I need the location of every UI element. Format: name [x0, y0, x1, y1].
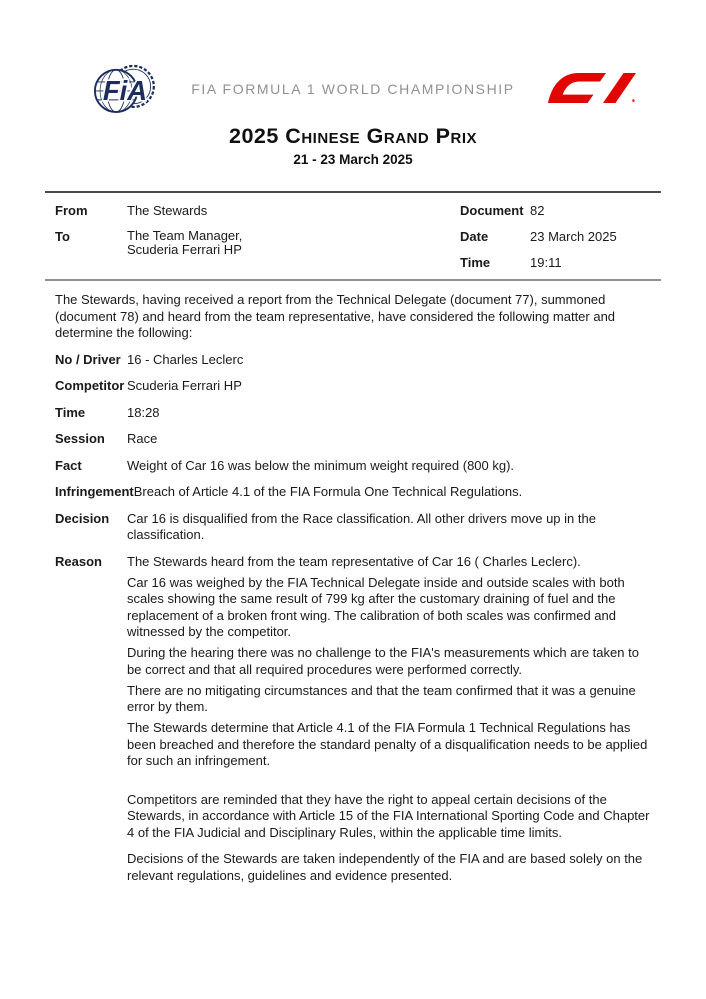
- reason-paragraph-5: The Stewards determine that Article 4.1 of the FIA Formula 1 Technical Regulations has been breached and therefore the standard penalty of a disqualification needs to be applied for such an infringement.: [127, 720, 648, 768]
- reason-paragraph-3: During the hearing there was no challenge to the FIA's measurements which are taken to be correct and that all required procedures were performed correctly.: [127, 645, 639, 677]
- date-label: Date: [460, 229, 489, 244]
- reason-paragraph-4: There are no mitigating circumstances and that the team confirmed that it was a genuine error by them.: [127, 682, 636, 714]
- intro-paragraph: The Stewards, having received a report from the Technical Delegate (document 77), summoned (document 78) and heard from the team representative, have considered the following matter and determine the following:: [55, 292, 616, 340]
- field-row-competitor: [55, 378, 650, 395]
- reason-paragraph-2: Car 16 was weighed by the FIA Technical Delegate inside and outside scales with both scales showing the same result of 799 kg after the customary draining of fuel and the replacement of a broken front wing. The calibration of both scales was confirmed and witnessed by the competitor.: [127, 574, 625, 639]
- from-label: From: [55, 203, 88, 218]
- meta-row-time: [460, 255, 661, 271]
- reason-label: Reason: [55, 553, 102, 569]
- decision-value: Car 16 is disqualified from the Race classification. All other drivers move up in the classification.: [127, 510, 596, 542]
- meta-table: [45, 191, 661, 281]
- time-field-value: 18:28: [127, 404, 160, 420]
- meta-row-date: [460, 229, 661, 245]
- field-row-session: [55, 431, 650, 448]
- to-value-line2: Scuderia Ferrari HP: [127, 242, 242, 257]
- event-title: 2025 Chinese Grand Prix: [228, 124, 478, 148]
- to-value: [127, 229, 242, 257]
- field-row-time: [55, 405, 650, 422]
- f1-logo-icon: [548, 73, 636, 103]
- closing-paragraphs: [127, 792, 650, 885]
- field-row-fact: [55, 458, 650, 475]
- session-label: Session: [55, 431, 105, 446]
- field-row-no-driver: [55, 352, 650, 369]
- meta-right-column: [460, 203, 661, 271]
- meta-left-column: [55, 203, 460, 271]
- field-row-decision: [55, 511, 650, 544]
- fact-label: Fact: [55, 457, 82, 473]
- from-value: The Stewards: [127, 203, 208, 218]
- reason-paragraph-1: The Stewards heard from the team representative of Car 16 ( Charles Leclerc).: [127, 553, 581, 569]
- independence-paragraph: Decisions of the Stewards are taken independently of the FIA and are based solely on the relevant regulations, guidelines and evidence presented.: [127, 851, 643, 883]
- no-driver-label: No / Driver: [55, 351, 121, 367]
- fact-value: Weight of Car 16 was below the minimum weight required (800 kg).: [127, 457, 515, 473]
- document-value: 82: [530, 203, 545, 218]
- appeal-rights-paragraph: Competitors are reminded that they have the right to appeal certain decisions of the Stewards, in accordance with Article 15 of the FIA International Sporting Code and Chapter 4 of the FIA Judicial and Disciplinary Rules, within the applicable time limits.: [127, 791, 650, 840]
- time-value: 19:11: [530, 255, 562, 270]
- to-value-line1: The Team Manager,: [127, 228, 243, 243]
- decision-label: Decision: [55, 510, 110, 526]
- document-label: Document: [460, 203, 524, 218]
- championship-line: FIA FORMULA 1 WORLD CHAMPIONSHIP: [191, 81, 515, 97]
- meta-row-document: [460, 203, 661, 219]
- fia-logo-text: FiA: [102, 74, 148, 106]
- to-label: To: [55, 229, 70, 244]
- meta-row-from: [55, 203, 460, 219]
- infringement-value: Breach of Article 4.1 of the FIA Formula One Technical Regulations.: [133, 484, 523, 499]
- competitor-value: Scuderia Ferrari HP: [127, 378, 242, 393]
- time-field-label: Time: [55, 404, 86, 420]
- meta-row-to: [55, 229, 460, 257]
- date-value: 23 March 2025: [530, 229, 617, 244]
- no-driver-value: 16 - Charles Leclerc: [127, 351, 244, 367]
- reason-value: [127, 554, 650, 770]
- competitor-label: Competitor: [55, 378, 125, 393]
- session-value: Race: [127, 431, 158, 446]
- document-body: [55, 292, 650, 884]
- field-row-infringement: [55, 484, 650, 501]
- time-label: Time: [460, 255, 491, 270]
- infringement-label: Infringement: [55, 484, 134, 499]
- document-header: [0, 0, 706, 191]
- event-dates: 21 - 23 March 2025: [293, 152, 413, 167]
- field-row-reason: [55, 554, 650, 770]
